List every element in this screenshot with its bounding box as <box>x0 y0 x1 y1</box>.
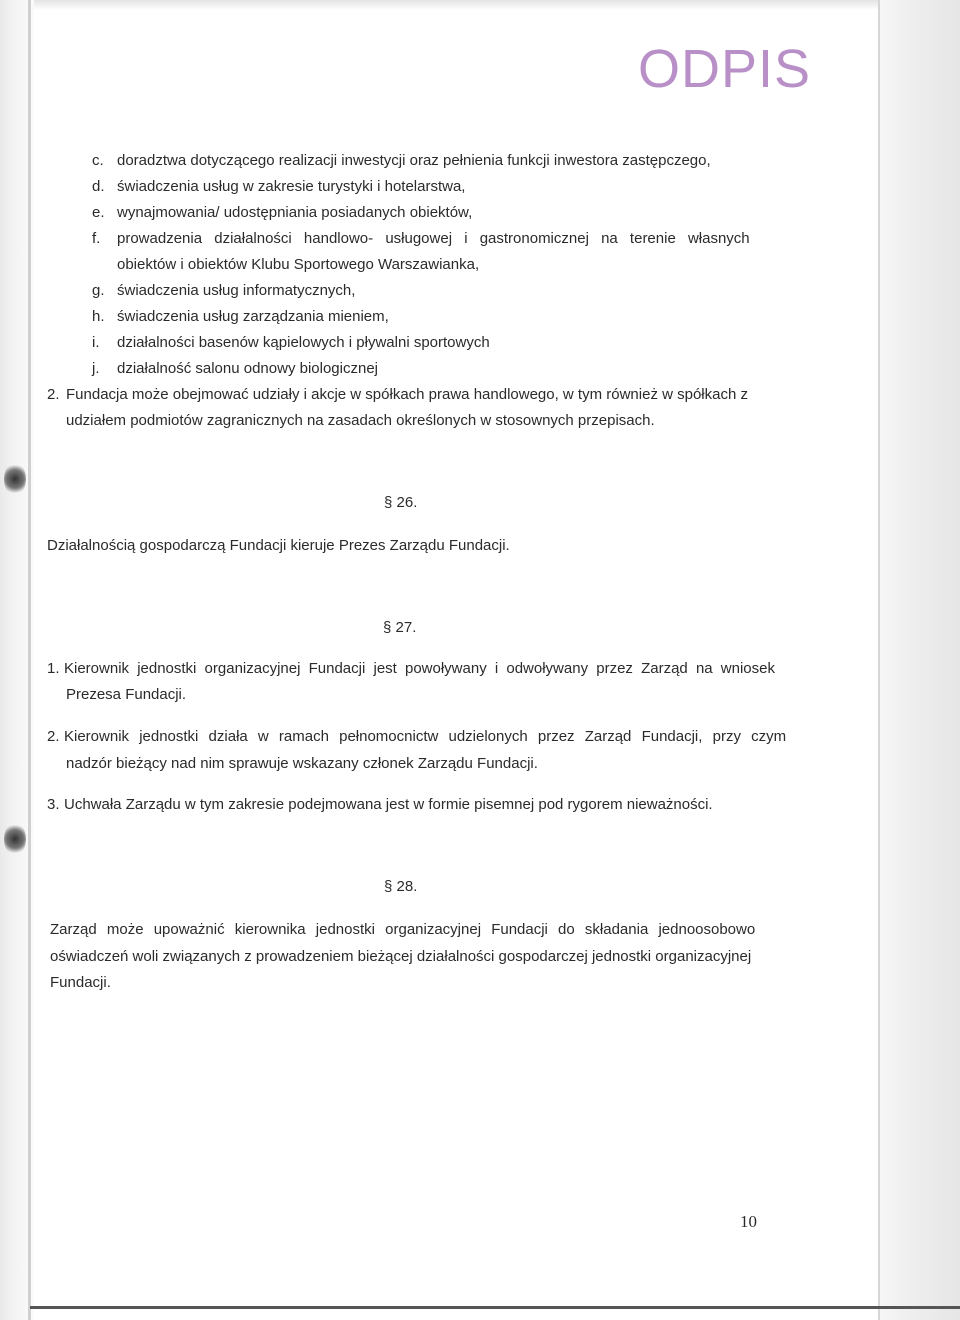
list-marker: j. <box>92 360 100 377</box>
paragraph-text: Prezesa Fundacji. <box>66 686 187 703</box>
binder-hole-top <box>4 462 26 496</box>
paragraph-marker: 2. <box>47 386 60 403</box>
page-number: 10 <box>740 1212 757 1231</box>
scan-edge-top <box>0 0 960 10</box>
section-28-text: Fundacji. <box>50 974 111 991</box>
paragraph-marker: 3. <box>47 796 60 813</box>
paragraph-text: nadzór bieżący nad nim sprawuje wskazany członek Zarządu Fundacji. <box>66 755 538 772</box>
scan-edge-left <box>0 0 34 1320</box>
paragraph-marker: 1. <box>47 660 60 677</box>
list-marker: h. <box>92 308 105 325</box>
list-item: prowadzenia działalności handlowo- usługowej i gastronomicznej na terenie własnych <box>117 230 750 247</box>
list-item: działalność salonu odnowy biologicznej <box>117 360 378 377</box>
list-item: świadczenia usług informatycznych, <box>117 282 356 299</box>
list-marker: d. <box>92 178 105 195</box>
section-28-text: oświadczeń woli związanych z prowadzeniem bieżącej działalności gospodarczej jednostki organizacyjnej <box>50 948 752 965</box>
paragraph-text: Fundacja może obejmować udziały i akcje w spółkach prawa handlowego, w tym również w spółkach z <box>66 386 748 403</box>
paragraph-text: udziałem podmiotów zagranicznych na zasadach określonych w stosownych przepisach. <box>66 412 655 429</box>
section-28-text: Zarząd może upoważnić kierownika jednostki organizacyjnej Fundacji do składania jednoosobowo <box>50 921 756 938</box>
list-marker: g. <box>92 282 105 299</box>
list-item: doradztwa dotyczącego realizacji inwestycji oraz pełnienia funkcji inwestora zastępczego, <box>117 152 711 169</box>
paragraph-text: Kierownik jednostki działa w ramach pełnomocnictw udzielonych przez Zarząd Fundacji, przy czym <box>64 728 787 745</box>
list-marker: i. <box>92 334 100 351</box>
paragraph-marker: 2. <box>47 728 60 745</box>
list-item: wynajmowania/ udostępniania posiadanych obiektów, <box>117 204 473 221</box>
list-item: świadczenia usług zarządzania mieniem, <box>117 308 389 325</box>
section-heading-27: § 27. <box>383 619 417 636</box>
paragraph-text: Uchwała Zarządu w tym zakresie podejmowana jest w formie pisemnej pod rygorem nieważności. <box>64 796 713 813</box>
section-heading-28: § 28. <box>384 878 418 895</box>
section-26-text: Działalnością gospodarczą Fundacji kieruje Prezes Zarządu Fundacji. <box>47 537 510 554</box>
list-item-continuation: obiektów i obiektów Klubu Sportowego Warszawianka, <box>117 256 480 273</box>
list-marker: f. <box>92 230 101 247</box>
odpis-stamp: ODPIS <box>638 39 812 99</box>
list-item: działalności basenów kąpielowych i pływalni sportowych <box>117 334 490 351</box>
paragraph-text: Kierownik jednostki organizacyjnej Fundacji jest powoływany i odwoływany przez Zarząd na wniosek <box>64 660 775 677</box>
binder-hole-bottom <box>4 822 26 856</box>
scan-edge-bottom <box>30 1306 960 1309</box>
list-marker: e. <box>92 204 105 221</box>
list-item: świadczenia usług w zakresie turystyki i hotelarstwa, <box>117 178 466 195</box>
section-heading-26: § 26. <box>384 494 418 511</box>
list-marker: c. <box>92 152 104 169</box>
scan-edge-right <box>878 0 960 1320</box>
